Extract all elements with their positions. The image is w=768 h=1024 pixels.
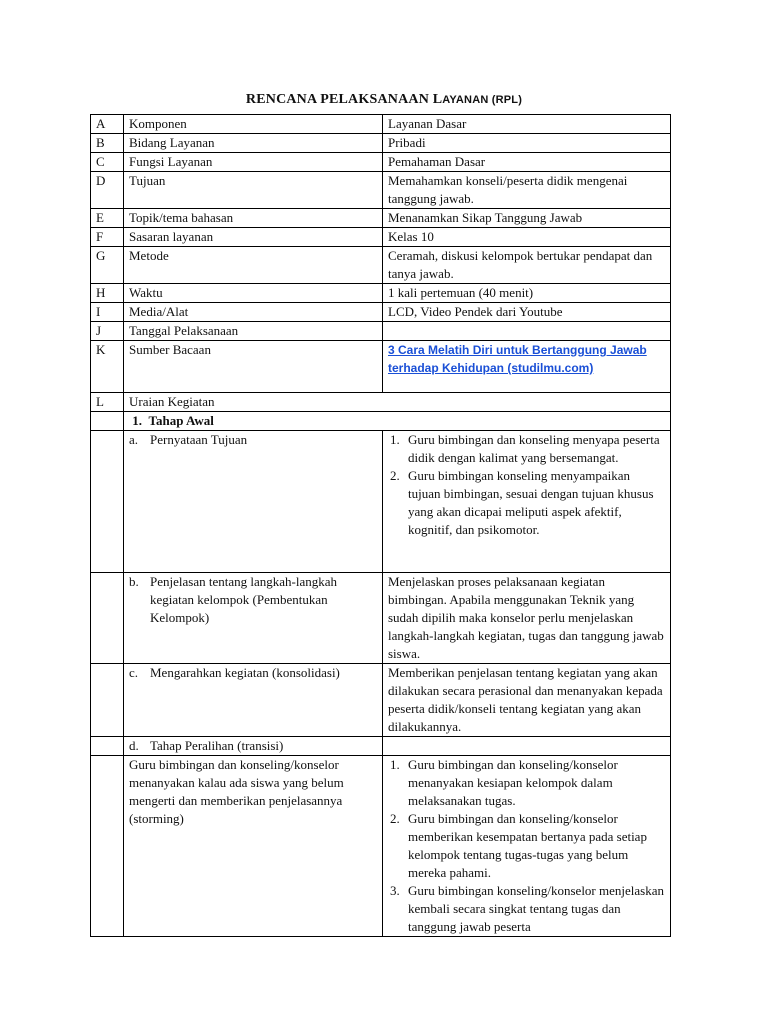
row-label: Uraian Kegiatan (124, 393, 671, 412)
table-row (91, 737, 671, 756)
row-key: A (91, 115, 124, 134)
row-value: Memahamkan konseli/peserta didik mengenai tanggung jawab. (383, 172, 671, 209)
sub-step-label: d. Tahap Peralihan (transisi) (124, 737, 383, 756)
row-label: Bidang Layanan (124, 134, 383, 153)
rpl-table (90, 114, 671, 937)
page-title: RENCANA PELAKSANAAN LAYANAN (RPL) (245, 92, 523, 107)
row-label: Sasaran layanan (124, 228, 383, 247)
row-value (383, 341, 671, 393)
table-row (91, 284, 671, 303)
row-key: F (91, 228, 124, 247)
row-value: Menanamkan Sikap Tanggung Jawab (383, 209, 671, 228)
sub-step-detail: Menjelaskan proses pelaksanaan kegiatan bimbingan. Apabila menggunakan Teknik yang sudah dipilih maka konselor perlu menjelaskan langkah-langkah kegiatan, tugas dan tanggung jawab siswa. (383, 573, 671, 664)
table-row (91, 664, 671, 737)
sumber-bacaan-link[interactable]: 3 Cara Melatih Diri untuk Bertanggung Jawab terhadap Kehidupan (studilmu.com) (388, 343, 647, 375)
row-key: I (91, 303, 124, 322)
table-row (91, 573, 671, 664)
sub-step-label: c. Mengarahkan kegiatan (konsolidasi) (124, 664, 383, 737)
row-label: Topik/tema bahasan (124, 209, 383, 228)
row-label: Fungsi Layanan (124, 153, 383, 172)
table-row (91, 322, 671, 341)
row-key: B (91, 134, 124, 153)
list-item: 1. Guru bimbingan dan konseling/konselor menanyakan kesiapan kelompok dalam melaksanakan tugas. (390, 757, 618, 808)
row-value: Kelas 10 (383, 228, 671, 247)
table-row (91, 247, 671, 284)
table-row (91, 756, 671, 937)
table-row (91, 228, 671, 247)
list-item: 2. Guru bimbingan konseling menyampaikan tujuan bimbingan, sesuai dengan tujuan khusus yang akan dicapai meliputi aspek afektif, kognitif, dan psikomotor. (390, 468, 654, 537)
row-key: E (91, 209, 124, 228)
table-row (91, 303, 671, 322)
row-value: Layanan Dasar (383, 115, 671, 134)
row-label: Tanggal Pelaksanaan (124, 322, 383, 341)
table-row (91, 134, 671, 153)
row-key: G (91, 247, 124, 284)
row-label: Waktu (124, 284, 383, 303)
table-row (91, 115, 671, 134)
sub-step-detail (383, 756, 671, 937)
table-row (91, 431, 671, 573)
sub-step-label: a. Pernyataan Tujuan (124, 431, 383, 573)
list-item: 1. Guru bimbingan dan konseling menyapa peserta didik dengan kalimat yang bersemangat. (390, 432, 660, 465)
row-key: D (91, 172, 124, 209)
row-key: J (91, 322, 124, 341)
table-row (91, 172, 671, 209)
row-value: Pemahaman Dasar (383, 153, 671, 172)
row-key: L (91, 393, 124, 412)
row-value: Ceramah, diskusi kelompok bertukar pendapat dan tanya jawab. (383, 247, 671, 284)
row-label: Metode (124, 247, 383, 284)
table-row (91, 153, 671, 172)
row-value: Pribadi (383, 134, 671, 153)
list-item: 3. Guru bimbingan konseling/konselor menjelaskan kembali secara singkat tentang tugas dan tanggung jawab peserta (390, 883, 664, 934)
row-label: Komponen (124, 115, 383, 134)
row-label: Tujuan (124, 172, 383, 209)
row-value: 1 kali pertemuan (40 menit) (383, 284, 671, 303)
row-label: Media/Alat (124, 303, 383, 322)
sub-step-label: Guru bimbingan dan konseling/konselor menanyakan kalau ada siswa yang belum mengerti dan memberikan penjelasannya (storming) (124, 756, 383, 937)
table-row (91, 341, 671, 393)
row-value: LCD, Video Pendek dari Youtube (383, 303, 671, 322)
stage-heading: 1. Tahap Awal (124, 412, 671, 431)
list-item: 2. Guru bimbingan dan konseling/konselor memberikan kesempatan bertanya pada setiap kelompok tentang tugas-tugas yang belum mereka pahami. (390, 811, 647, 880)
row-label: Sumber Bacaan (124, 341, 383, 393)
table-row (91, 412, 671, 431)
table-row (91, 209, 671, 228)
row-key: K (91, 341, 124, 393)
sub-step-detail: Memberikan penjelasan tentang kegiatan yang akan dilakukan secara perasional dan menanyakan kepada peserta didik/konseli tentang kegiatan yang akan dilakukannya. (383, 664, 671, 737)
row-key: H (91, 284, 124, 303)
row-key: C (91, 153, 124, 172)
row-value (383, 322, 671, 341)
sub-step-detail (383, 431, 671, 573)
sub-step-label: b. Penjelasan tentang langkah-langkah kegiatan kelompok (Pembentukan Kelompok) (124, 573, 383, 664)
table-row (91, 393, 671, 412)
